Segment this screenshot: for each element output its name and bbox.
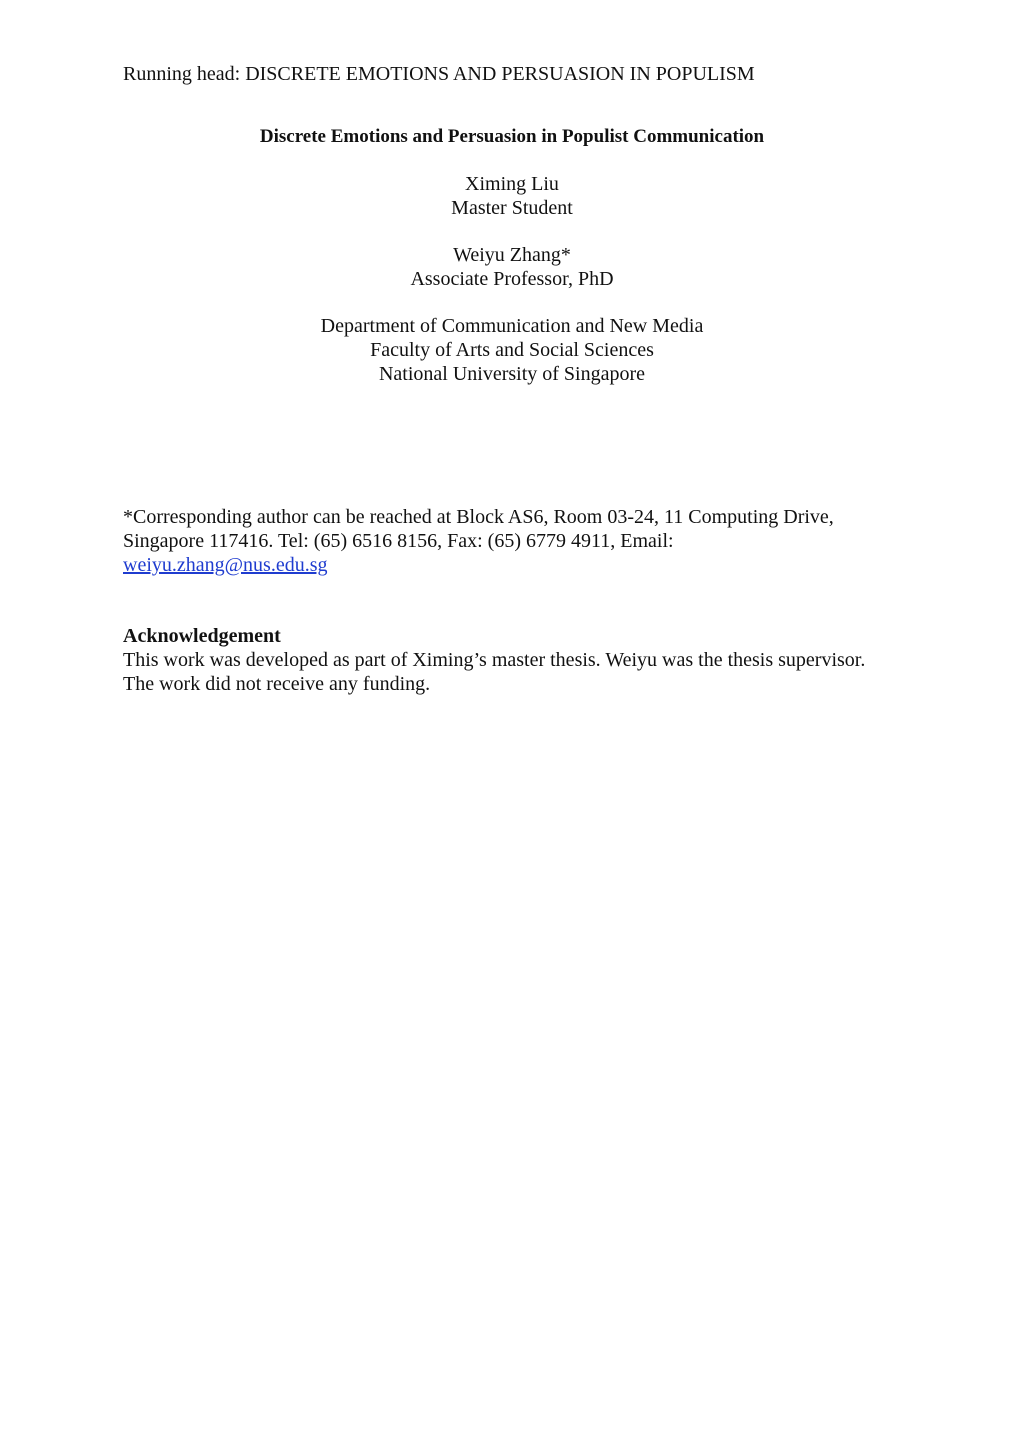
acknowledgement-line-2: The work did not receive any funding. bbox=[123, 673, 431, 695]
acknowledgement-section bbox=[123, 624, 923, 696]
corresponding-line-2: Singapore 117416. Tel: (65) 6516 8156, Fax: (65) 6779 4911, Email: bbox=[123, 530, 674, 552]
faculty: Faculty of Arts and Social Sciences bbox=[370, 339, 654, 361]
acknowledgement-heading: Acknowledgement bbox=[123, 625, 281, 647]
author-name: Ximing Liu bbox=[465, 173, 559, 195]
department: Department of Communication and New Media bbox=[320, 315, 704, 337]
university: National University of Singapore bbox=[378, 363, 646, 385]
author-role: Master Student bbox=[451, 197, 573, 219]
author-name: Weiyu Zhang* bbox=[453, 244, 571, 266]
email-link[interactable]: weiyu.zhang@nus.edu.sg bbox=[123, 554, 328, 576]
corresponding-line-1: *Corresponding author can be reached at Block AS6, Room 03-24, 11 Computing Drive, bbox=[123, 506, 834, 528]
corresponding-author-note bbox=[123, 505, 903, 577]
author-block-1 bbox=[0, 172, 1024, 220]
acknowledgement-line-1: This work was developed as part of Ximing’s master thesis. Weiyu was the thesis supervisor. bbox=[123, 649, 866, 671]
running-head: Running head: DISCRETE EMOTIONS AND PERSUASION IN POPULISM bbox=[123, 63, 755, 85]
author-block-2 bbox=[0, 243, 1024, 291]
affiliation-block bbox=[0, 314, 1024, 386]
paper-title: Discrete Emotions and Persuasion in Populist Communication bbox=[259, 126, 765, 147]
author-role: Associate Professor, PhD bbox=[410, 268, 614, 290]
